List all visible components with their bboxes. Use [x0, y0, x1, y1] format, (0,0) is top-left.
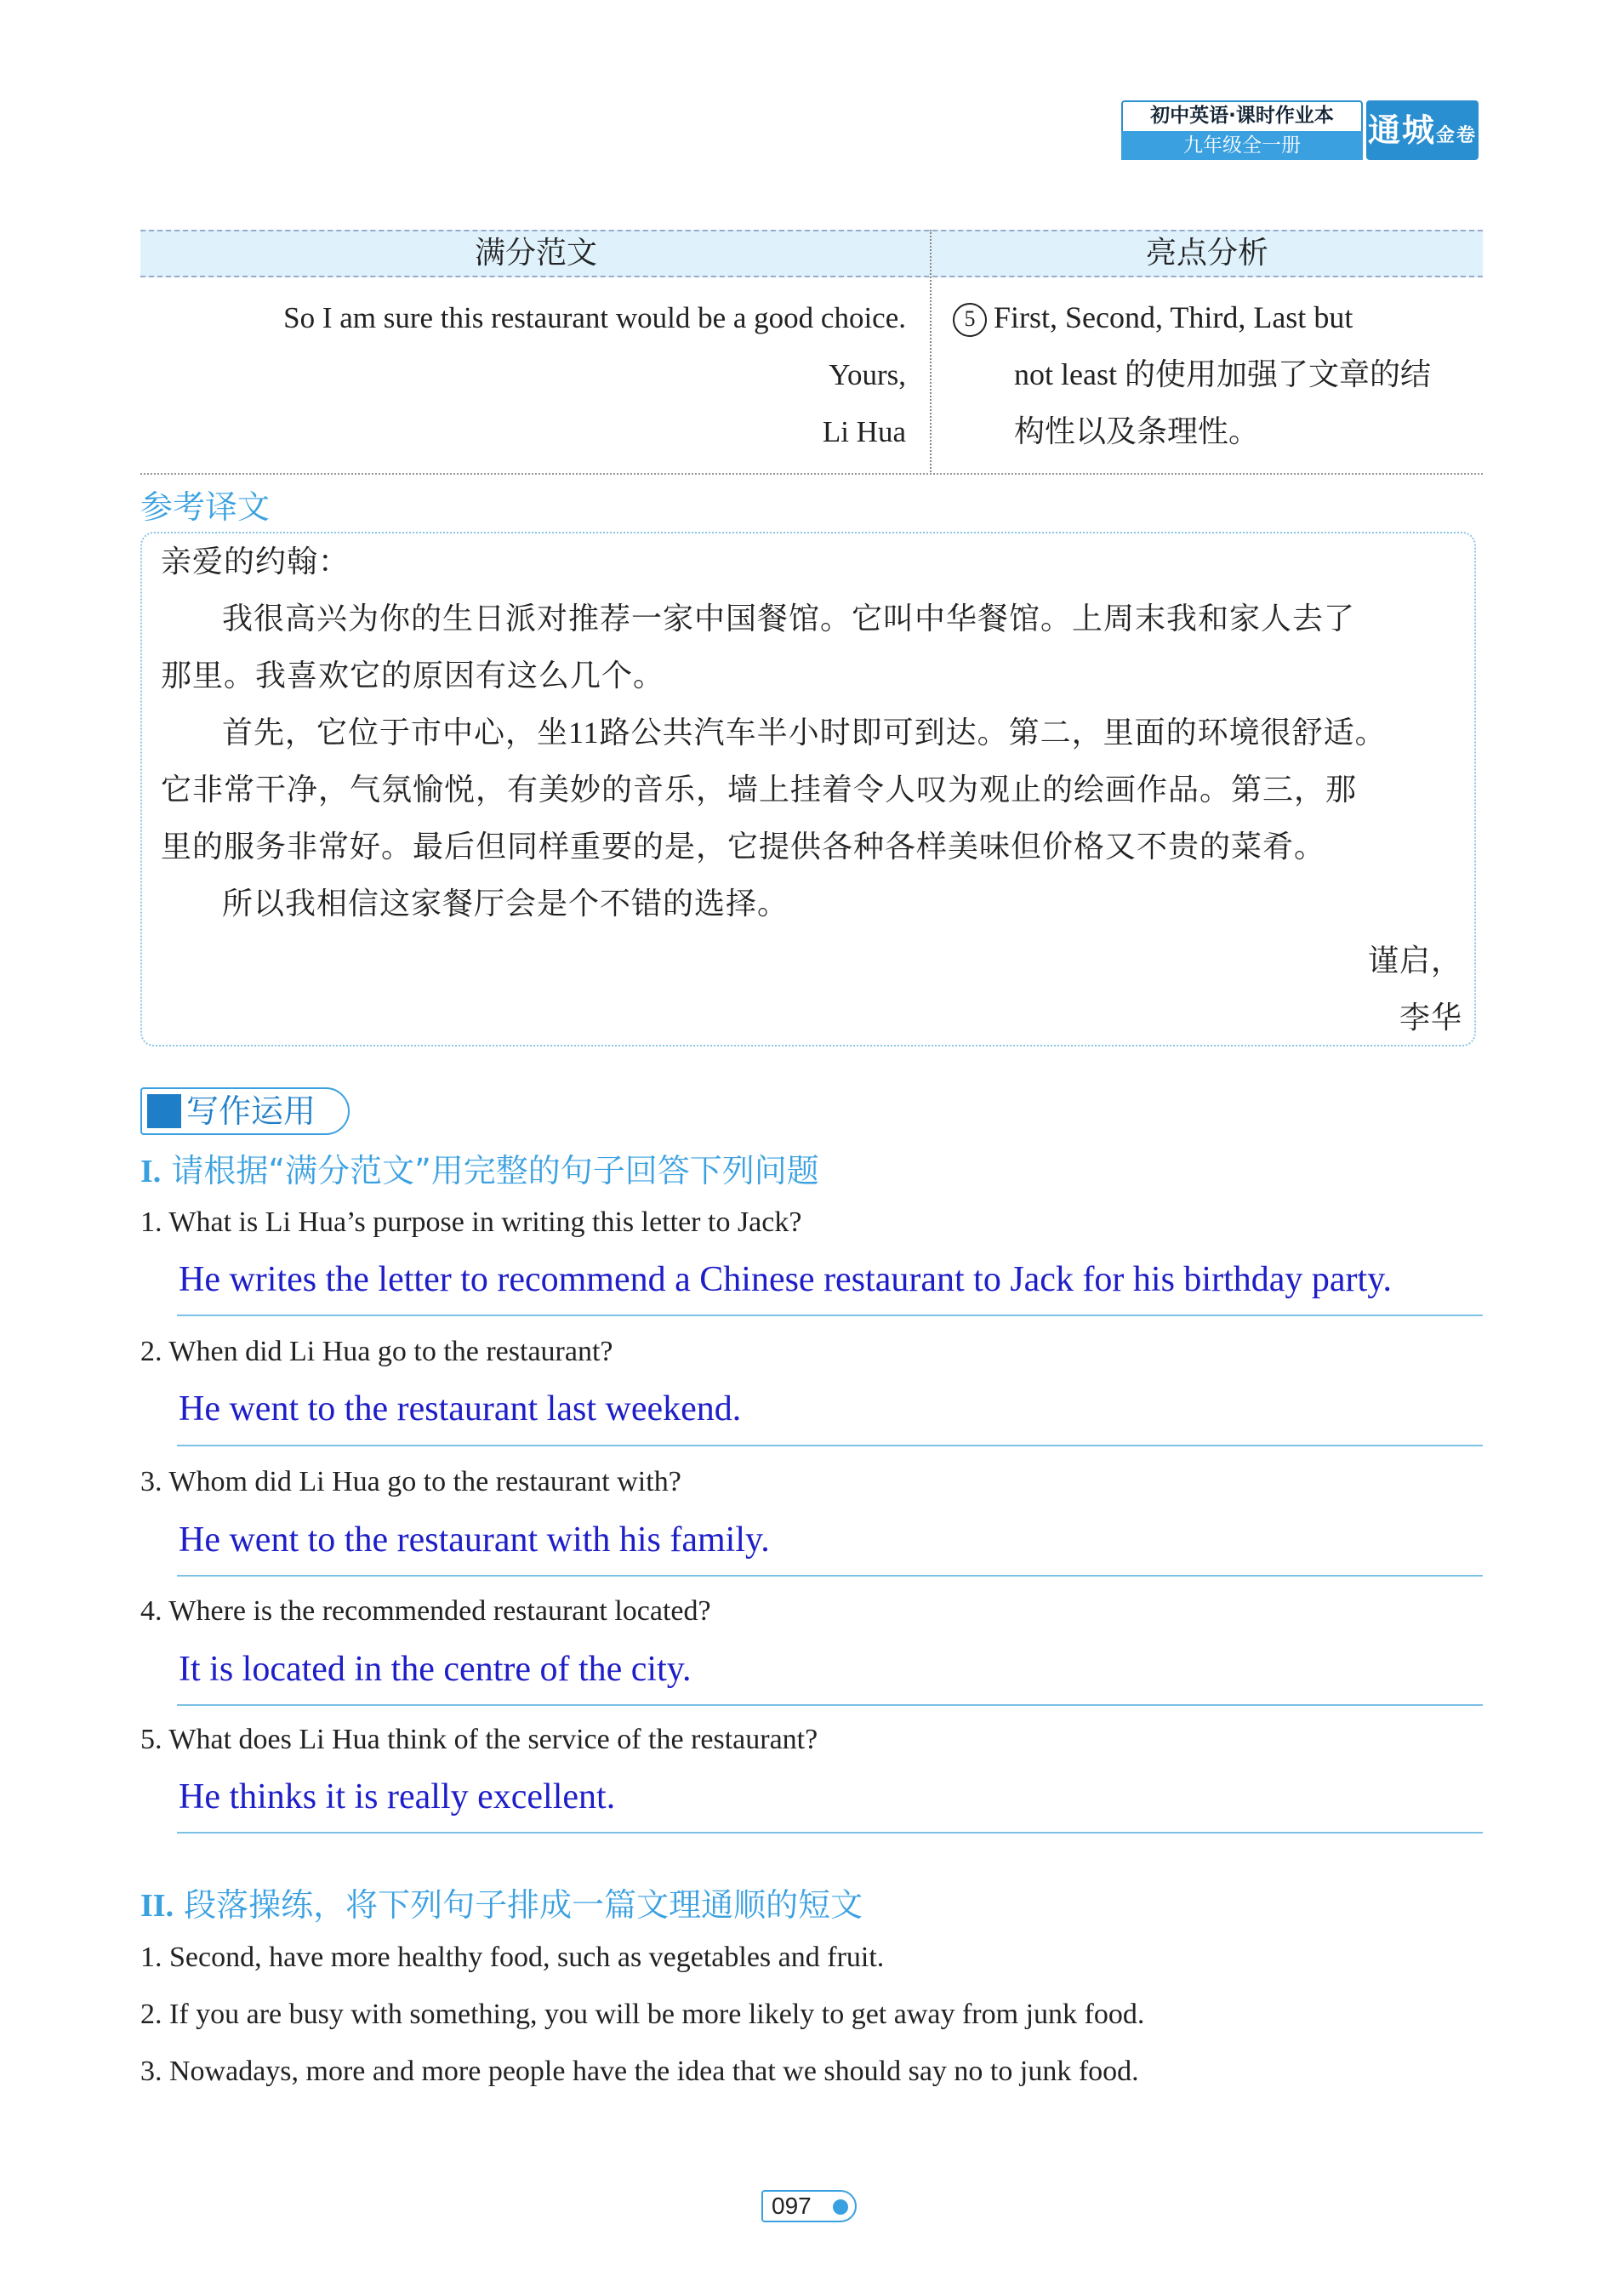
dot-icon — [833, 2199, 848, 2215]
sentence-item: 3. Nowadays, more and more people have the idea that we should say no to junk food. — [140, 2056, 1139, 2087]
essay-text — [140, 289, 906, 460]
brand-logo — [1366, 100, 1479, 160]
question: 2. When did Li Hua go to the restaurant? — [140, 1336, 613, 1367]
reference-title: 参考译文 — [140, 488, 271, 526]
analysis-text — [953, 289, 1472, 460]
question: 1. What is Li Hua’s purpose in writing this letter to Jack? — [140, 1206, 802, 1238]
part2-number: II. — [140, 1888, 174, 1924]
essay-line: Li Hua — [822, 415, 906, 448]
answer-line — [177, 1445, 1483, 1446]
analysis-line: not least 的使用加强了文章的结 — [1014, 357, 1431, 391]
answer-line — [177, 1315, 1483, 1316]
section-tag-writing — [140, 1087, 350, 1135]
essay-line: So I am sure this restaurant would be a good choice. — [283, 301, 906, 334]
analysis-line: 5 First, Second, Third, Last but — [953, 289, 1472, 346]
col-header-analysis: 亮点分析 — [1145, 236, 1268, 271]
brand-logo-text: 通城 — [1367, 111, 1436, 149]
table-divider — [930, 230, 932, 475]
square-icon — [147, 1094, 181, 1128]
closing: 谨启， — [1367, 944, 1462, 978]
paragraph: 首先，它位于市中心，坐11路公共汽车半小时即可到达。第二，里面的环境很舒适。 — [222, 716, 1387, 750]
table-header — [140, 230, 1483, 277]
answer-line — [177, 1575, 1483, 1577]
paragraph: 里的服务非常好。最后但同样重要的是，它提供各种各样美味但价格又不贵的菜肴。 — [161, 830, 1326, 864]
signature: 李华 — [1399, 1001, 1462, 1035]
essay-line: Yours, — [829, 358, 906, 391]
series-title: 初中英语·课时作业本 — [1121, 100, 1363, 133]
answer: He writes the letter to recommend a Chinese restaurant to Jack for his birthday party. — [179, 1260, 1392, 1299]
page-number: 097 — [772, 2193, 812, 2219]
answer: It is located in the centre of the city. — [179, 1650, 692, 1689]
greeting: 亲爱的约翰： — [161, 545, 350, 579]
part1-number: I. — [140, 1154, 162, 1189]
part1-title — [140, 1144, 819, 1191]
sentence-item: 1. Second, have more healthy food, such as vegetables and fruit. — [140, 1942, 885, 1973]
translation-text — [161, 533, 1462, 1047]
brand-sub: 金卷 — [1436, 125, 1478, 146]
grade-label: 九年级全一册 — [1121, 131, 1363, 160]
table-bottom-border — [140, 473, 1483, 475]
answer: He thinks it is really excellent. — [179, 1777, 616, 1816]
sentence-item: 2. If you are busy with something, you will be more likely to get away from junk food. — [140, 1999, 1145, 2030]
page-number-badge — [761, 2190, 857, 2222]
answer-line — [177, 1832, 1483, 1834]
answer: He went to the restaurant last weekend. — [179, 1389, 742, 1429]
part1-title-text: 请根据“满分范文”用完整的句子回答下列问题 — [171, 1152, 819, 1189]
part2-title — [140, 1879, 863, 1925]
answer-line — [177, 1704, 1483, 1706]
answer: He went to the restaurant with his family. — [179, 1520, 770, 1560]
paragraph: 所以我相信这家餐厅会是个不错的选择。 — [222, 887, 789, 921]
translation-box — [140, 532, 1476, 1047]
header-badge — [1121, 100, 1479, 160]
paragraph: 它非常干净，气氛愉悦，有美妙的音乐，墙上挂着令人叹为观止的绘画作品。第三，那 — [161, 773, 1358, 807]
question: 4. Where is the recommended restaurant located? — [140, 1595, 711, 1627]
question: 5. What does Li Hua think of the service of the restaurant? — [140, 1724, 818, 1755]
circled-number-5: 5 — [953, 303, 987, 337]
section-title: 写作运用 — [186, 1092, 316, 1130]
paragraph: 我很高兴为你的生日派对推荐一家中国餐馆。它叫中华餐馆。上周末我和家人去了 — [222, 602, 1356, 636]
question: 3. Whom did Li Hua go to the restaurant with? — [140, 1466, 681, 1497]
analysis-line: 构性以及条理性。 — [1014, 414, 1260, 448]
col-header-essay: 满分范文 — [474, 236, 597, 271]
part2-title-text: 段落操练，将下列句子排成一篇文理通顺的短文 — [184, 1886, 863, 1924]
paragraph: 那里。我喜欢它的原因有这么几个。 — [161, 659, 665, 693]
essay-analysis-table — [140, 230, 1483, 475]
